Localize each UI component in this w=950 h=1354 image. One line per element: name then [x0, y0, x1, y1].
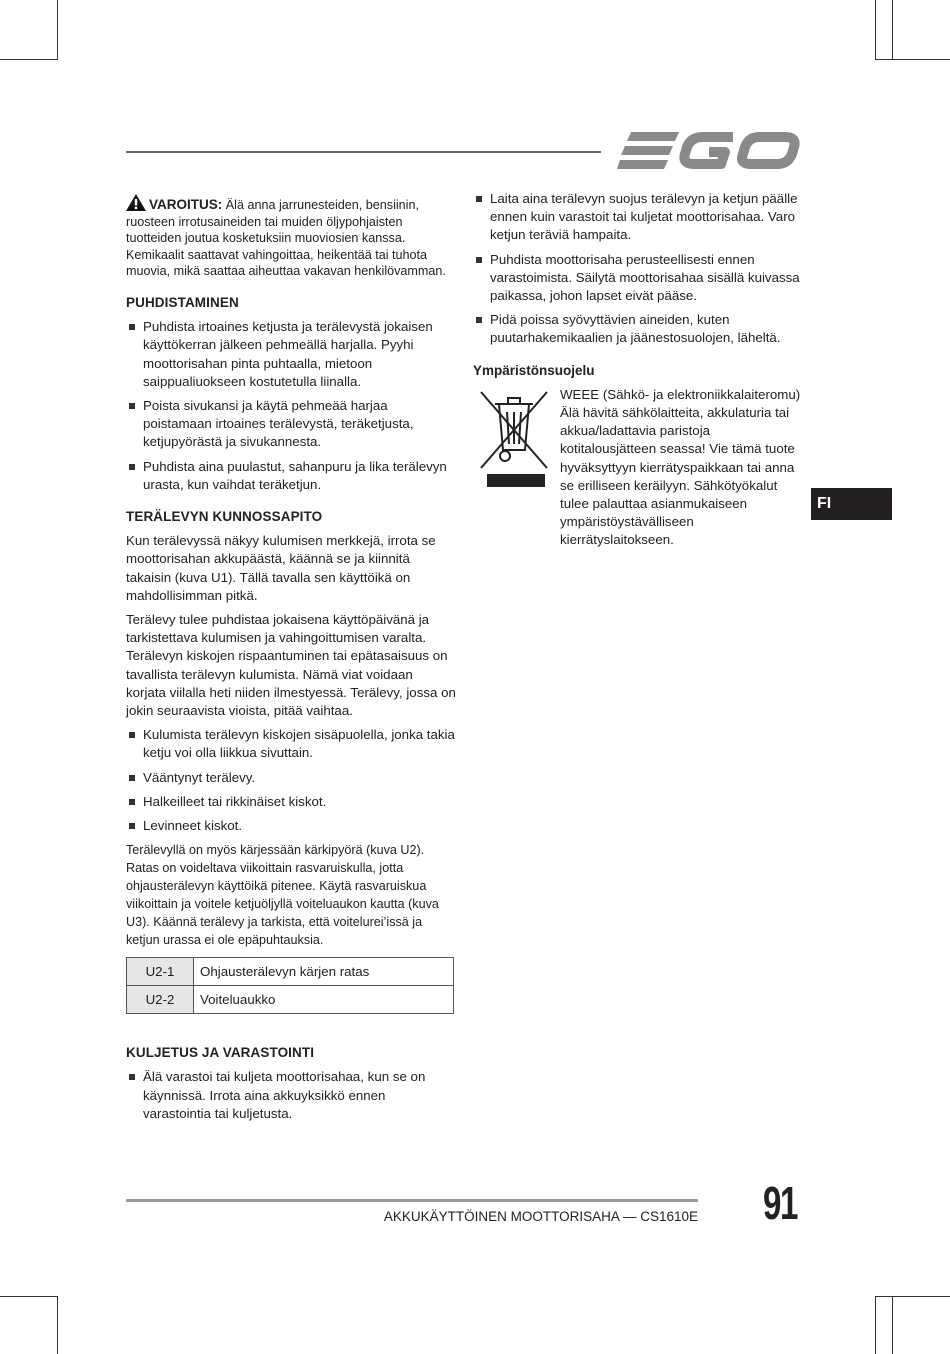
- table-cell-value: Voiteluaukko: [194, 986, 454, 1014]
- warning-text: Älä anna jarrunesteiden, bensiinin, ruosteen irrotusaineiden tai muiden öljypohjaisten tuotteiden joutua kosketuksiin muoviosien kanssa. Kemikaalit saattavat vahingoittaa, heikentää tai tuhota muovia, mikä saattaa aiheuttaa vakavan henkilövamman.: [126, 198, 446, 279]
- crop-mark: [875, 59, 950, 60]
- ego-logo: [617, 128, 801, 172]
- crop-mark: [875, 1296, 876, 1354]
- header-rule: [126, 151, 601, 153]
- list-item: Puhdista moottorisaha perusteellisesti ennen varastoimista. Säilytä moottorisahaa sisällä kuivassa paikassa, johon lapset eivät pääse.: [473, 251, 805, 306]
- warning-label: VAROITUS:: [149, 197, 223, 212]
- list-item: Kulumista terälevyn kiskojen sisäpuolella, jonka takia ketju voi olla liikkua sivuttain.: [126, 726, 456, 762]
- warning-triangle-icon: [126, 194, 146, 211]
- parts-table: [126, 957, 454, 1014]
- list-item: Älä varastoi tai kuljeta moottorisahaa, kun se on käynnissä. Irrota aina akkuyksikkö ennen varastointia tai kuljetusta.: [126, 1068, 456, 1123]
- list-item: Puhdista aina puulastut, sahanpuru ja lika terälevyn urasta, kun vaihdat teräketjun.: [126, 458, 456, 494]
- footer-rule: [126, 1199, 698, 1202]
- list-item: Laita aina terälevyn suojus terälevyn ja ketjun päälle ennen kuin varastoit tai kuljetat moottorisahaa. Varo ketjun teräviä hampaita.: [473, 190, 805, 245]
- page-number: 91: [763, 1177, 797, 1229]
- weee-block: [473, 386, 805, 550]
- crop-mark: [57, 1296, 58, 1354]
- list-item: Puhdista irtoaines ketjusta ja terälevystä jokaisen käyttökerran jälkeen pehmeällä harjalla. Pyyhi moottorisahan pinta puhtaalla, mietoon saippualiuokseen kostutetulla liinalla.: [126, 318, 456, 391]
- footer-title: AKKUKÄYTTÖINEN MOOTTORISAHA — CS1610E: [383, 1209, 698, 1224]
- list-item: Halkeilleet tai rikkinäiset kiskot.: [126, 793, 456, 811]
- bar-maintenance-paragraph-3: Terälevyllä on myös kärjessään kärkipyörä (kuva U2). Ratas on voideltava viikoittain rasvaruiskulla, jotta ohjausterälevyn käyttöikä pitenee. Käytä rasvaruiskua viikoittain ja voitele ketjuöljyllä voiteluaukon kautta (kuva U3). Käännä terälevy ja tarkista, että voitelurei’issä ja ketjun urassa ei ole epäpuhtauksia.: [126, 843, 439, 948]
- transport-list-right: [473, 190, 805, 348]
- crop-mark: [875, 0, 876, 60]
- left-column: [126, 194, 456, 1129]
- right-column: [473, 190, 805, 550]
- environment-heading: Ympäristönsuojelu: [473, 362, 595, 378]
- table-cell-key: U2-2: [127, 986, 194, 1014]
- crop-mark: [0, 59, 57, 60]
- crop-mark: [0, 1296, 57, 1297]
- crop-mark: [892, 1296, 893, 1354]
- table-row: [127, 958, 454, 986]
- bar-maintenance-heading: TERÄLEVYN KUNNOSSAPITO: [126, 509, 323, 524]
- cleaning-heading: PUHDISTAMINEN: [126, 294, 239, 310]
- crop-mark: [57, 0, 58, 60]
- crossed-out-wheelie-bin-icon: [473, 386, 555, 550]
- list-item: Vääntynyt terälevy.: [126, 769, 456, 787]
- bar-maintenance-paragraph-1: Kun terälevyssä näkyy kulumisen merkkejä, irrota se moottorisahan akkupäästä, käännä se ja kiinnitä takaisin (kuva U1). Tällä tavalla sen käyttöikä on mahdollisimman pitkä.: [126, 533, 436, 603]
- language-tab: FI: [811, 488, 892, 520]
- weee-text: WEEE (Sähkö- ja elektroniikkalaiteromu) Älä hävitä sähkölaitteita, akkulaturia tai akkua/ladattavia paristoja kotitalousjätteen seassa! Vie tämä tuote hyväksyttyyn kierrätyspaikkaan tai anna se erilliseen keräilyyn. Sähkötyökalut tulee palauttaa asianmukaiseen ympäristöystävälliseen kierrätyslaitokseen.: [560, 386, 801, 548]
- bar-maintenance-paragraph-2: Terälevy tulee puhdistaa jokaisena käyttöpäivänä ja tarkistettava kulumisen ja vahingoittumisen varalta. Terälevyn kiskojen rispaantuminen tai epätasaisuus on tavallista terälevyn kulumista. Nämä viat voidaan korjata viilalla heti niiden ilmestyessä. Terälevy, jossa on jokin seuraavista vioista, pitää vaihtaa.: [126, 612, 456, 719]
- bar-defects-list: [126, 726, 456, 835]
- table-row: [127, 986, 454, 1014]
- transport-list-left: [126, 1068, 456, 1123]
- table-cell-key: U2-1: [127, 958, 194, 986]
- crop-mark: [875, 1296, 950, 1297]
- warning-paragraph: [126, 194, 456, 280]
- list-item: Poista sivukansi ja käytä pehmeää harjaa poistamaan irtoaines terälevystä, teräketjusta, ketjupyörästä ja sivukannesta.: [126, 397, 456, 452]
- list-item: Pidä poissa syövyttävien aineiden, kuten puutarhakemikaalien ja jäänestosuolojen, läheltä.: [473, 311, 805, 347]
- table-cell-value: Ohjausterälevyn kärjen ratas: [194, 958, 454, 986]
- transport-heading: KULJETUS JA VARASTOINTI: [126, 1045, 315, 1061]
- crop-mark: [892, 0, 893, 60]
- list-item: Levinneet kiskot.: [126, 817, 456, 835]
- cleaning-list: [126, 318, 456, 494]
